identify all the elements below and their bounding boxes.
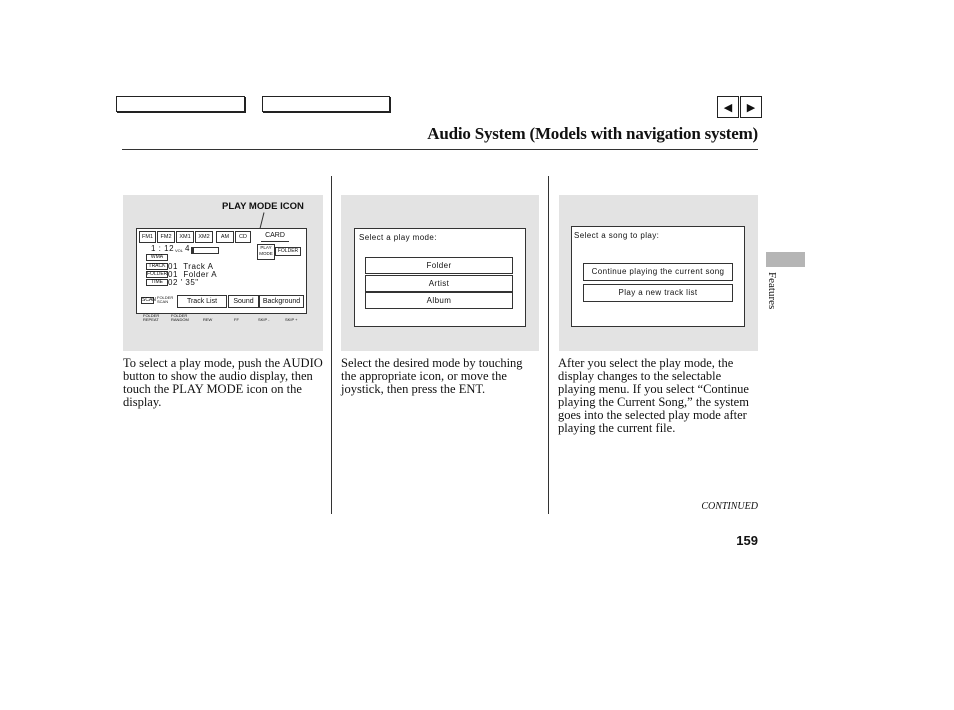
column-1-text: To select a play mode, push the AUDIO button to show the audio display, then touch the PLAY MODE icon on the display.	[123, 356, 323, 409]
ff-label: FF	[234, 317, 239, 322]
skip-minus-label: SKIP -	[258, 317, 270, 322]
option-album[interactable]: Album	[365, 292, 513, 309]
title-divider	[122, 149, 758, 150]
rew-label: REW	[203, 317, 213, 322]
tab-card[interactable]: CARD	[261, 231, 289, 242]
tab-fm1[interactable]: FM1	[139, 231, 156, 243]
track-list-button[interactable]: Track List	[177, 295, 227, 308]
section-label: Features	[766, 272, 778, 310]
option-play-new-track-list[interactable]: Play a new track list	[583, 284, 733, 302]
nav-link-box-2[interactable]	[262, 96, 390, 112]
column-3-text: After you select the play mode, the display changes to the selectable playing menu. If you select “Continue playing the Current Song,” the system goes into the selected play mode after playing the current file.	[558, 356, 749, 435]
time-value: 02 ' 35"	[168, 278, 199, 287]
time-label: TIME	[146, 279, 168, 286]
column-2-text: Select the desired mode by touching the appropriate icon, or move the joystick, then press the ENT.	[341, 356, 523, 396]
option-continue-current-song[interactable]: Continue playing the current song	[583, 263, 733, 281]
play-mode-select-screen	[354, 228, 526, 327]
track-value: 01 Track A	[168, 262, 214, 271]
play-mode-icon-callout: PLAY MODE ICON	[222, 201, 304, 212]
play-mode-button[interactable]: PLAY MODE	[257, 244, 275, 260]
play-mode-heading: Select a play mode:	[359, 233, 437, 242]
tab-fm2[interactable]: FM2	[157, 231, 175, 243]
option-artist[interactable]: Artist	[365, 275, 513, 292]
prev-page-button[interactable]	[717, 96, 739, 118]
scan-button[interactable]: SCAN	[142, 297, 156, 303]
volume-bar	[191, 247, 219, 254]
tab-xm1[interactable]: XM1	[176, 231, 194, 243]
next-page-button[interactable]	[740, 96, 762, 118]
nav-link-box-1[interactable]	[116, 96, 245, 112]
volume-value: 4	[185, 244, 190, 253]
tab-am[interactable]: AM	[216, 231, 234, 243]
tab-xm2[interactable]: XM2	[195, 231, 213, 243]
page-title: Audio System (Models with navigation system)	[427, 124, 758, 143]
audio-display-screen	[136, 228, 307, 322]
skip-plus-label: SKIP +	[285, 317, 298, 322]
elapsed-time-readout: 1 : 12	[151, 244, 175, 253]
background-button[interactable]: Background	[259, 295, 304, 308]
folder-label: FOLDER	[147, 271, 168, 277]
folder-random-label: FOLDER RANDOM	[171, 313, 189, 322]
song-select-screen	[571, 226, 745, 327]
column-divider-2	[548, 176, 549, 514]
column-divider-1	[331, 176, 332, 514]
triangle-right-icon: ▶	[746, 100, 756, 114]
triangle-left-icon: ◀	[723, 100, 733, 114]
track-label: TRACK	[146, 263, 168, 270]
folder-value: 01 Folder A	[168, 270, 218, 279]
page-number: 159	[736, 533, 758, 548]
section-tab	[766, 252, 805, 267]
continued-note: CONTINUED	[701, 501, 758, 512]
folder-button[interactable]: FOLDER	[275, 247, 301, 256]
wma-label: WMA	[146, 254, 168, 261]
tab-cd[interactable]: CD	[235, 231, 251, 243]
folder-repeat-label: FOLDER REPEAT	[143, 313, 160, 322]
folder-scan-label: FOLDER SCAN	[157, 295, 174, 304]
sound-button[interactable]: Sound	[228, 295, 259, 308]
song-select-heading: Select a song to play:	[574, 231, 660, 240]
volume-label: VOL	[175, 248, 184, 253]
option-folder[interactable]: Folder	[365, 257, 513, 274]
